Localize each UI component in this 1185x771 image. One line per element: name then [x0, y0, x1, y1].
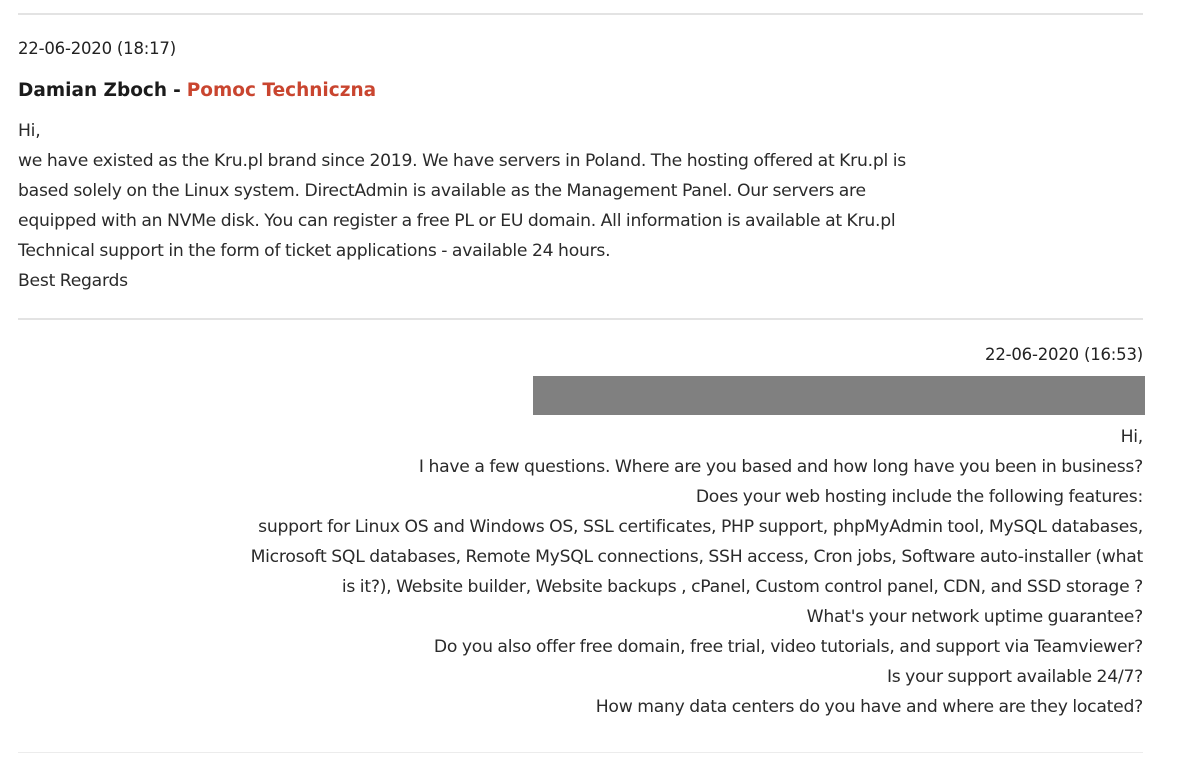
message-line: What's your network uptime guarantee?: [806, 607, 1143, 627]
message-body: [18, 422, 1143, 722]
message-line: Microsoft SQL databases, Remote MySQL connections, SSH access, Cron jobs, Software auto-installer (what: [250, 547, 1143, 567]
redacted-author-bar: [533, 376, 1145, 415]
author-name: Damian Zboch: [18, 80, 168, 101]
message-line: equipped with an NVMe disk. You can register a free PL or EU domain. All information is available at Kru.pl: [18, 211, 896, 231]
message-line: How many data centers do you have and where are they located?: [595, 697, 1143, 717]
message-date: 22-06-2020 (16:53): [985, 345, 1143, 364]
message-line: Is your support available 24/7?: [886, 667, 1143, 687]
divider: [18, 13, 1143, 15]
message-date: 22-06-2020 (18:17): [18, 39, 176, 58]
message-line: I have a few questions. Where are you based and how long have you been in business?: [418, 457, 1143, 477]
message-author: [18, 79, 376, 103]
message-line: Does your web hosting include the following features:: [695, 487, 1143, 507]
message-line: is it?), Website builder, Website backups , cPanel, Custom control panel, CDN, and SSD storage ?: [341, 577, 1143, 597]
message-line: we have existed as the Kru.pl brand since 2019. We have servers in Poland. The hosting offered at Kru.pl is: [18, 151, 906, 171]
divider: [18, 318, 1143, 320]
message-line: Hi,: [18, 121, 41, 141]
message-line: support for Linux OS and Windows OS, SSL certificates, PHP support, phpMyAdmin tool, MySQL databases,: [258, 517, 1143, 537]
message-line: Best Regards: [18, 271, 128, 291]
author-role: Pomoc Techniczna: [186, 80, 377, 101]
divider: [18, 752, 1143, 753]
message-body: [18, 116, 1143, 296]
message-line: Do you also offer free domain, free trial, video tutorials, and support via Teamviewer?: [433, 637, 1143, 657]
message-line: Hi,: [1120, 427, 1143, 447]
message-line: based solely on the Linux system. DirectAdmin is available as the Management Panel. Our servers are: [18, 181, 866, 201]
message-line: Technical support in the form of ticket applications - available 24 hours.: [18, 241, 611, 261]
author-separator: -: [173, 80, 181, 101]
